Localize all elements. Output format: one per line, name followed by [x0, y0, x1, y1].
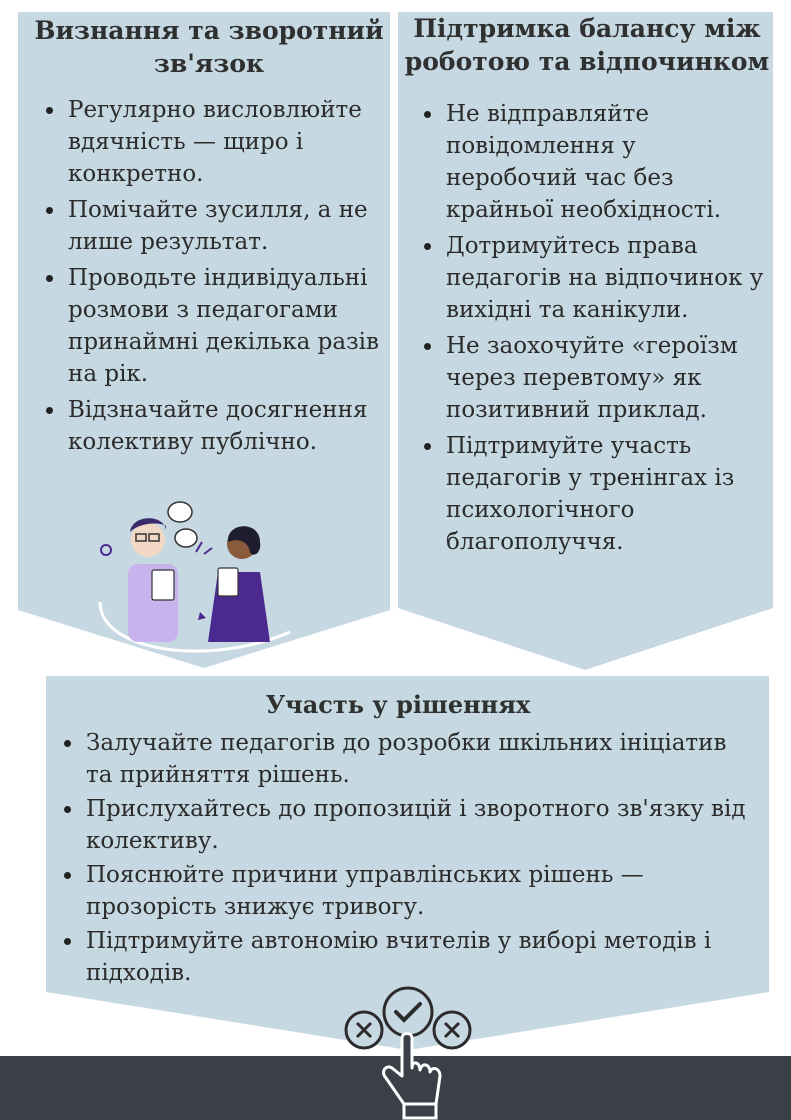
decor-triangle: [198, 612, 206, 620]
list-item: Пояснюйте причини управлінських рішень — прозорість знижує тривогу.: [86, 859, 748, 923]
balance-panel: [402, 12, 772, 562]
list-item: Проводьте індивідуальні розмови з педагогами принаймні декілька разів на рік.: [68, 262, 388, 390]
recognition-title: Визнання та зворотний зв'язок: [34, 16, 384, 78]
list-item: Підтримуйте участь педагогів у тренінгах із психологічного благополуччя.: [446, 430, 772, 558]
list-item: Не відправляйте повідомлення у неробочий час без крайньої необхідності.: [446, 98, 772, 226]
tablet-icon: [152, 570, 174, 600]
speech-bubble-icon: [168, 502, 192, 522]
sparkle-icon: [196, 542, 212, 554]
list-item: Залучайте педагогів до розробки шкільних ініціатив та прийняття рішень.: [86, 727, 748, 791]
recognition-list: [30, 94, 388, 458]
decor-circle: [101, 545, 111, 555]
two-people-talking-illustration: [90, 492, 310, 662]
list-item: Не заохочуйте «героїзм через перевтому» як позитивний приклад.: [446, 330, 772, 426]
list-item: Помічайте зусилля, а не лише результат.: [68, 194, 388, 258]
tablet-icon: [218, 568, 238, 596]
speech-bubble-icon: [175, 529, 197, 547]
list-item: Прислухайтесь до пропозицій і зворотного зв'язку від колективу.: [86, 793, 748, 857]
list-item: Підтримуйте автономію вчителів у виборі методів і підходів.: [86, 925, 748, 989]
decisions-title: Участь у рішеннях: [265, 690, 531, 719]
woman-body: [208, 572, 270, 642]
balance-title: Підтримка балансу між роботою та відпочинком: [404, 14, 770, 76]
decisions-panel: [48, 688, 748, 991]
pointing-hand-icon: [384, 1034, 440, 1105]
list-item: Регулярно висловлюйте вдячність — щиро і конкретно.: [68, 94, 388, 190]
hand-pointing-checkmark-icon: [340, 980, 476, 1120]
recognition-panel: [30, 14, 388, 462]
cuff: [404, 1104, 436, 1118]
balance-list: [402, 98, 772, 558]
list-item: Дотримуйтесь права педагогів на відпочинок у вихідні та канікули.: [446, 230, 772, 326]
decisions-list: [48, 727, 748, 989]
list-item: Відзначайте досягнення колективу публічно.: [68, 394, 388, 458]
check-circle: [384, 988, 432, 1036]
